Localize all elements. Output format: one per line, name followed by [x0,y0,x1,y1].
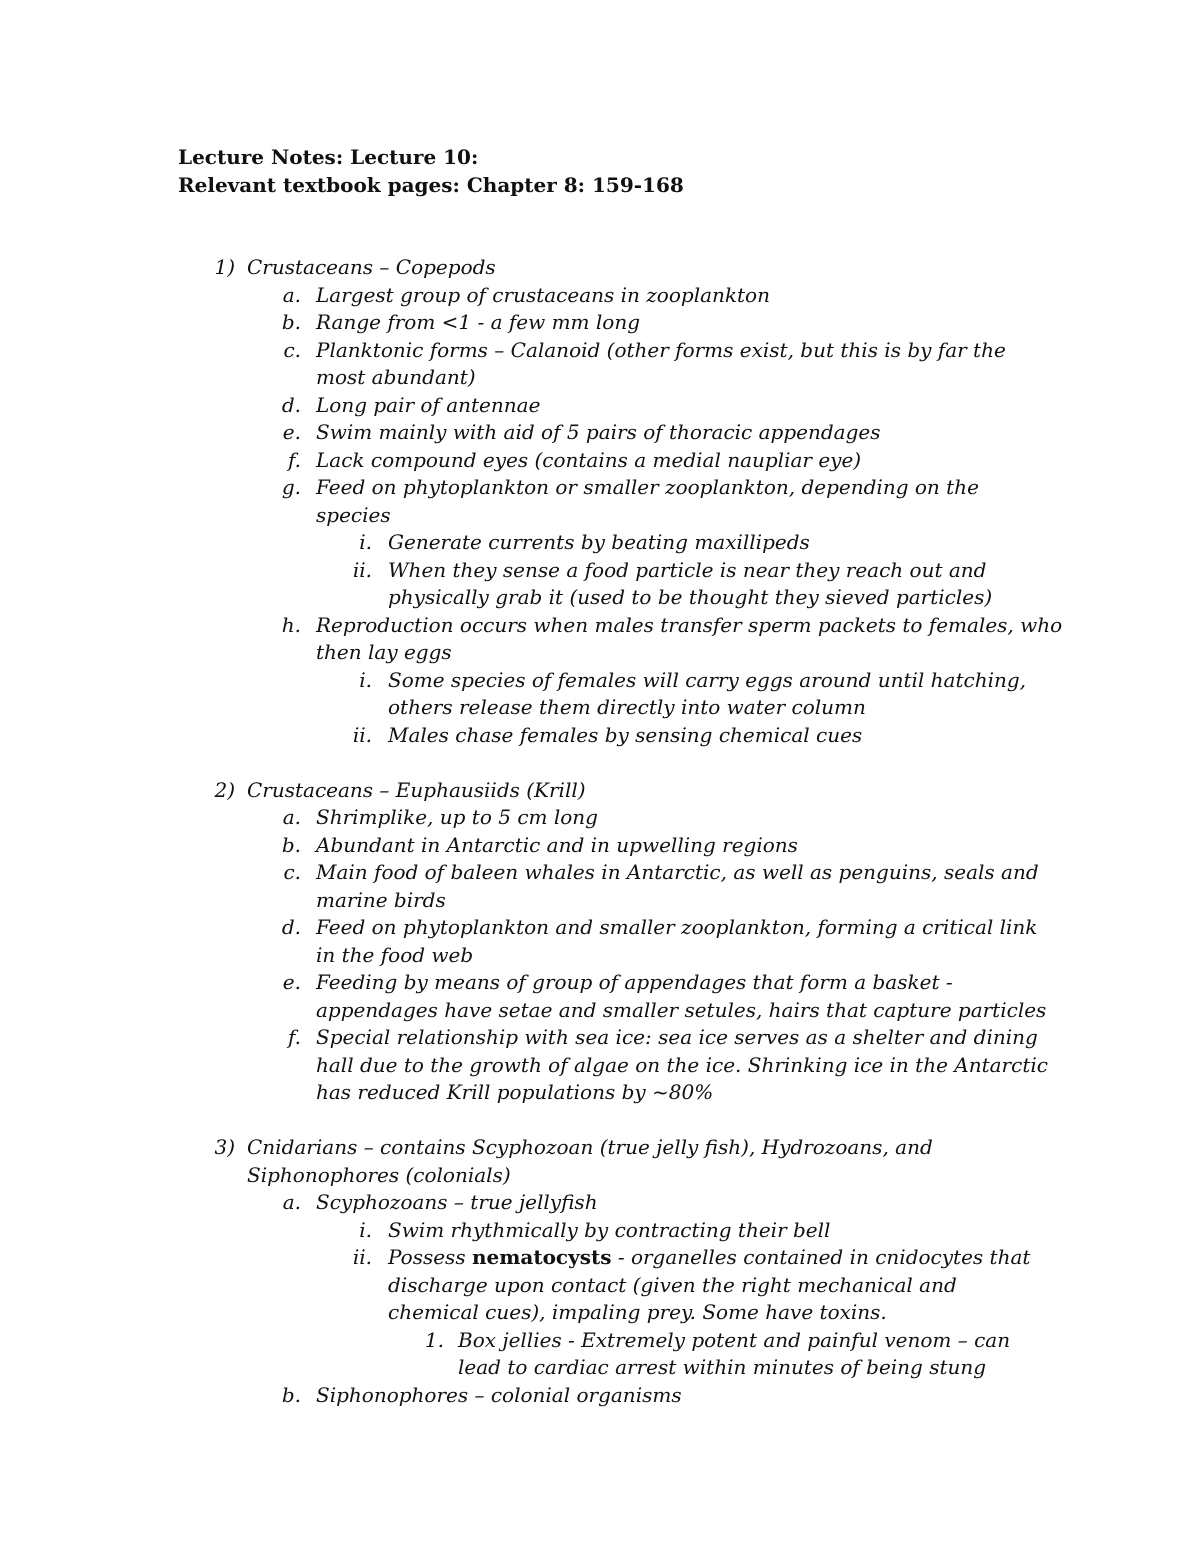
list-item-continuation: has reduced Krill populations by ~80% [316,1080,714,1104]
list-item-continuation: then lay eggs [316,640,452,664]
sub-list-item: Males chase females by sensing chemical cues [388,723,863,747]
sub-list-item: When they sense a food particle is near they reach out and [388,558,987,582]
list-item: Scyphozoans – true jellyfish [316,1190,598,1214]
subitem-marker: i. [359,668,372,692]
sub-list-item-prefix: Possess [388,1245,472,1269]
item-marker: b. [281,833,301,857]
textbook-pages: Relevant textbook pages: Chapter 8: 159-168 [178,173,684,197]
item-marker: a. [282,283,301,307]
subitem-marker: ii. [352,558,372,582]
list-item: Shrimplike, up to 5 cm long [316,805,598,829]
item-marker: e. [282,420,301,444]
list-item: Largest group of crustaceans in zooplankton [316,283,770,307]
sub-list-item-suffix: - organelles contained in cnidocytes that [611,1245,1031,1269]
list-item-continuation: in the food web [316,943,474,967]
list-item: Abundant in Antarctic and in upwelling regions [316,833,798,857]
sub-list-item-continuation: discharge upon contact (given the right mechanical and [388,1273,957,1297]
subitem-marker: i. [359,1218,372,1242]
item-marker: c. [283,860,301,884]
section-marker: 1) [214,255,235,279]
list-item: Feed on phytoplankton and smaller zooplankton, forming a critical link [316,915,1038,939]
nematocysts-term: nematocysts [471,1245,612,1269]
list-item: Range from <1 - a few mm long [316,310,641,334]
section-title: Crustaceans – Copepods [247,255,496,279]
item-marker: b. [281,310,301,334]
item-marker: e. [282,970,301,994]
section-title: Crustaceans – Euphausiids (Krill) [247,778,586,802]
sub-list-item: Some species of females will carry eggs around until hatching, [388,668,1027,692]
section-marker: 3) [214,1135,235,1159]
subitem-marker: ii. [352,723,372,747]
list-item-continuation: marine birds [316,888,446,912]
item-marker: g. [281,475,301,499]
list-item-continuation: most abundant) [316,365,476,389]
list-item: Siphonophores – colonial organisms [316,1383,682,1407]
list-item: Feeding by means of group of appendages that form a basket - [316,970,953,994]
list-item-continuation: hall due to the growth of algae on the ice. Shrinking ice in the Antarctic [316,1053,1048,1077]
sub-sub-list-item-continuation: lead to cardiac arrest within minutes of being stung [458,1355,987,1379]
section-marker: 2) [214,778,235,802]
list-item: Main food of baleen whales in Antarctic, as well as penguins, seals and [316,860,1039,884]
sub-list-item-continuation: chemical cues), impaling prey. Some have toxins. [388,1300,887,1324]
sub-list-item: Generate currents by beating maxillipeds [388,530,810,554]
subsubitem-marker: 1. [424,1328,444,1352]
item-marker: c. [283,338,301,362]
sub-list-item-continuation: physically grab it (used to be thought they sieved particles) [388,585,993,609]
list-item: Swim mainly with aid of 5 pairs of thoracic appendages [316,420,881,444]
sub-list-item-continuation: others release them directly into water column [388,695,866,719]
sub-list-item: Swim rhythmically by contracting their bell [388,1218,831,1242]
lecture-title: Lecture Notes: Lecture 10: [178,145,479,169]
item-marker: f. [287,1025,301,1049]
sub-sub-list-item: Box jellies - Extremely potent and painful venom – can [458,1328,1011,1352]
item-marker: d. [281,393,301,417]
list-item: Feed on phytoplankton or smaller zooplankton, depending on the [316,475,979,499]
item-marker: h. [281,613,301,637]
list-item: Lack compound eyes (contains a medial naupliar eye) [316,448,862,472]
list-item: Reproduction occurs when males transfer sperm packets to females, who [316,613,1063,637]
section-title-continuation: Siphonophores (colonials) [247,1163,511,1187]
item-marker: f. [287,448,301,472]
list-item-continuation: appendages have setae and smaller setules, hairs that capture particles [316,998,1047,1022]
subitem-marker: i. [359,530,372,554]
list-item: Planktonic forms – Calanoid (other forms exist, but this is by far the [316,338,1006,362]
subitem-marker: ii. [352,1245,372,1269]
section-title: Cnidarians – contains Scyphozoan (true jelly fish), Hydrozoans, and [247,1135,933,1159]
item-marker: d. [281,915,301,939]
list-item: Special relationship with sea ice: sea ice serves as a shelter and dining [316,1025,1038,1049]
item-marker: a. [282,1190,301,1214]
item-marker: a. [282,805,301,829]
sub-list-item [388,1243,1030,1271]
list-item-continuation: species [316,503,391,527]
list-item: Long pair of antennae [316,393,541,417]
item-marker: b. [281,1383,301,1407]
